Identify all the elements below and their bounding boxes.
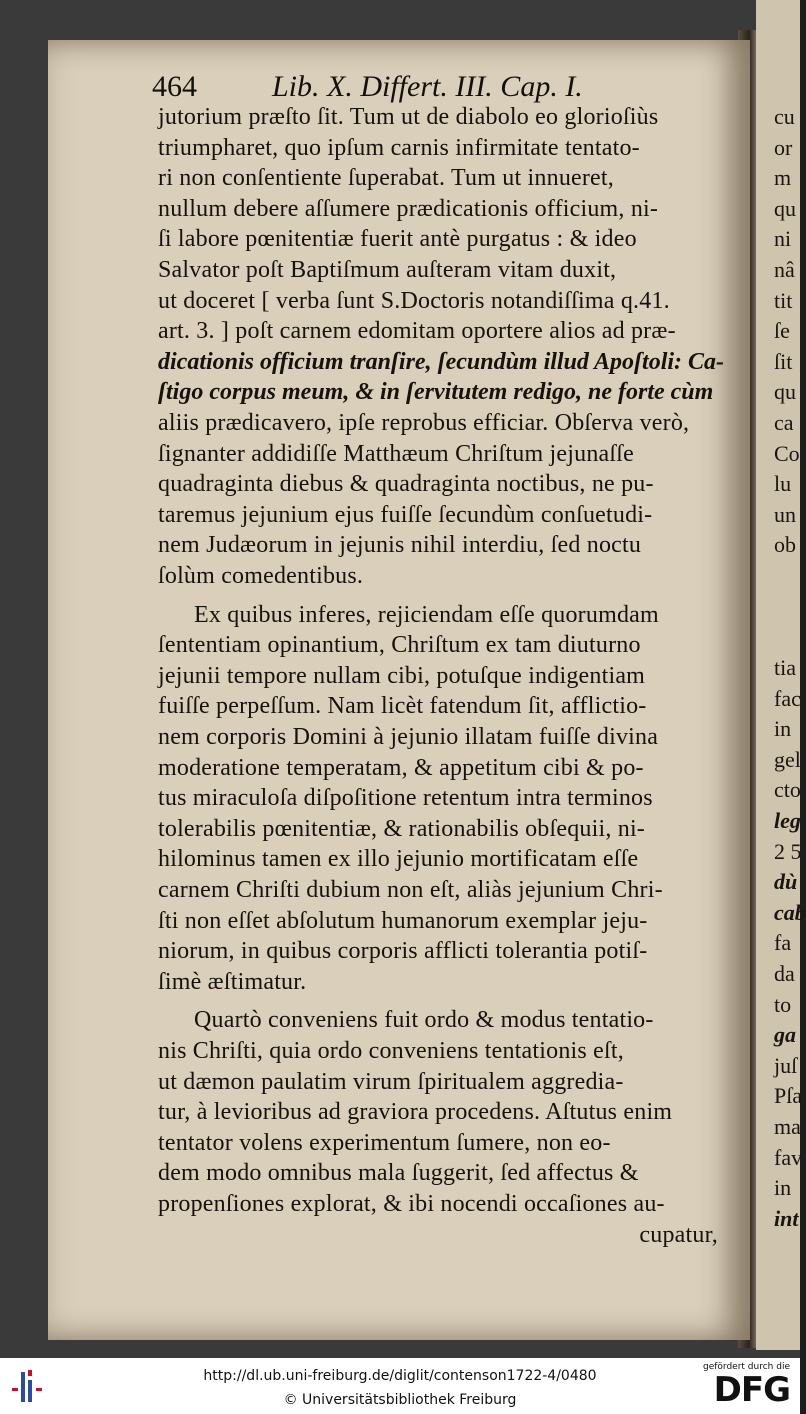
next-page-fragment: un	[774, 501, 796, 527]
text-line: Ex quibus inferes, rejiciendam eſſe quorumdam	[194, 601, 659, 628]
next-page-fragment: cu	[774, 104, 795, 129]
text-line: ſignanter addidiſſe Matthæum Chriſtum jejunaſſe	[158, 440, 634, 467]
dfg-logo-text: DFG	[713, 1370, 790, 1410]
text-line: triumpharet, quo ipſum carnis infirmitate tentato-	[158, 134, 640, 161]
next-page-fragment: cto	[774, 777, 801, 803]
next-page-fragment: tia	[774, 655, 796, 680]
next-page-fragment: ob	[774, 532, 796, 558]
text-line: nullum debere aſſumere prædicationis officium, ni-	[158, 195, 659, 222]
next-page-fragment: or	[774, 134, 793, 160]
page-number: 464	[152, 70, 197, 103]
next-page-fragment: gel	[774, 746, 801, 772]
text-line: aliis prædicavero, ipſe reprobus efficiar. Obſerva verò,	[158, 410, 690, 436]
text-line: jejunii tempore nullam cibi, potuſque indigentiam	[158, 662, 646, 689]
next-page-fragment: ni	[774, 226, 792, 252]
next-page-fragment: ca	[774, 410, 794, 435]
text-line: art. 3. ] poſt carnem edomitam oportere alios ad præ-	[158, 318, 676, 345]
text-line: moderatione temperatam, & appetitum cibi & po-	[158, 754, 644, 781]
text-line: nem Judæorum in jejunis nihil interdiu, ſed noctu	[158, 532, 642, 559]
permalink-url[interactable]: http://dl.ub.uni-freiburg.de/diglit/contenson1722-4/0480	[203, 1368, 597, 1384]
next-page-fragment: tit	[774, 287, 793, 313]
next-page-fragment: fa	[774, 930, 792, 956]
text-line: tentator volens experimentum ſumere, non eo-	[158, 1129, 611, 1156]
next-page-fragment: in	[774, 1175, 792, 1201]
next-page-fragment: Pſa	[774, 1083, 803, 1109]
text-line: nis Chriſti, quia ordo conveniens tentationis eſt,	[158, 1038, 624, 1064]
text-line: tus miraculoſa diſpoſitione retentum intra terminos	[158, 785, 653, 812]
text-line: ſimè æſtimatur.	[158, 968, 307, 995]
next-page-fragment: dù	[774, 869, 798, 895]
text-line: ſententiam opinantium, Chriſtum ex tam diuturno	[158, 632, 641, 659]
text-line: carnem Chriſti dubium non eſt, aliàs jejunium Chri-	[158, 877, 663, 903]
next-page-fragment: in	[774, 716, 792, 742]
text-line: hilominus tamen ex illo jejunio mortificatam eſſe	[158, 846, 639, 873]
text-line: quadraginta diebus & quadraginta noctibus, ne pu-	[158, 471, 654, 498]
next-page-fragment: ſe	[774, 318, 790, 344]
text-line: nem corporis Domini à jejunio illatam fuiſſe divina	[158, 724, 659, 750]
next-page-fragment: int	[774, 1205, 799, 1231]
next-page-fragment: ga	[774, 1022, 796, 1048]
text-line: fuiſſe perpeſſum. Nam licèt fatendum ſit, afflictio-	[158, 693, 647, 720]
text-line: tur, à levioribus ad graviora procedens. Aſtutus enim	[158, 1099, 673, 1126]
text-line: cupatur,	[639, 1221, 718, 1248]
dfg-caption: gefördert durch die	[703, 1362, 790, 1372]
next-page-fragment: cab	[774, 899, 806, 925]
text-line: ſolùm comedentibus.	[158, 563, 364, 589]
text-line: dem modo omnibus mala ſuggerit, ſed affectus &	[158, 1160, 639, 1187]
next-page-fragment: ma	[774, 1114, 801, 1139]
text-line: ri non conſentiente ſuperabat. Tum ut innueret,	[158, 165, 614, 192]
text-line: tolerabilis pœnitentiæ, & rationabilis obſequii, ni-	[158, 815, 646, 842]
next-page-fragment: fav	[774, 1144, 803, 1170]
text-line: ut doceret [ verba ſunt S.Doctoris notandiſſima q.41.	[158, 287, 670, 314]
next-page-fragment: da	[774, 961, 795, 986]
next-page-fragment: qu	[774, 379, 796, 405]
copyright-notice: © Universitätsbibliothek Freiburg	[283, 1392, 517, 1408]
viewer-footer	[0, 1358, 800, 1414]
text-line: Quartò conveniens fuit ordo & modus tentatio-	[194, 1007, 654, 1034]
text-line: ſtigo corpus meum, & in ſervitutem redigo, ne forte cùm	[158, 379, 714, 406]
next-page-fragment: to	[774, 991, 792, 1017]
next-page-fragment: qu	[774, 195, 796, 221]
next-page-fragment: lu	[774, 471, 792, 497]
text-line: niorum, in quibus corporis afflicti tolerantia potiſ-	[158, 938, 648, 965]
text-line: taremus jejunium ejus fuiſſe ſecundùm conſuetudi-	[158, 501, 653, 528]
text-line: ſi labore pœnitentiæ fuerit antè purgatus : & ideo	[158, 226, 637, 253]
text-line: dicationis officium tranſire, ſecundùm illud Apoſtoli: Ca-	[158, 348, 725, 375]
next-page-fragment: Co	[774, 440, 800, 466]
next-page-fragment: leg	[774, 808, 801, 833]
text-line: ut dæmon paulatim virum ſpiritualem aggredia-	[158, 1068, 624, 1095]
text-line: Salvator poſt Baptiſmum auſteram vitam duxit,	[158, 257, 617, 283]
next-page-fragment: fac	[774, 685, 801, 711]
running-title: Lib. X. Differt. III. Cap. I.	[272, 70, 583, 103]
text-line: ſti non eſſet abſolutum humanorum exemplar jeju-	[158, 907, 648, 934]
next-page-fragment: nâ	[774, 257, 795, 282]
next-page-fragment: 2 5	[774, 838, 802, 864]
text-line: propenſiones explorat, & ibi nocendi occaſiones au-	[158, 1191, 665, 1217]
dfg-logo	[690, 1362, 790, 1412]
next-page-fragment: m	[774, 165, 792, 191]
next-page-edge	[756, 0, 806, 1350]
next-page-fragment: ſit	[774, 348, 793, 374]
next-page-fragment: juſ	[774, 1052, 798, 1078]
text-line: jutorium præſto ſit. Tum ut de diabolo eo glorioſiùs	[158, 104, 659, 130]
